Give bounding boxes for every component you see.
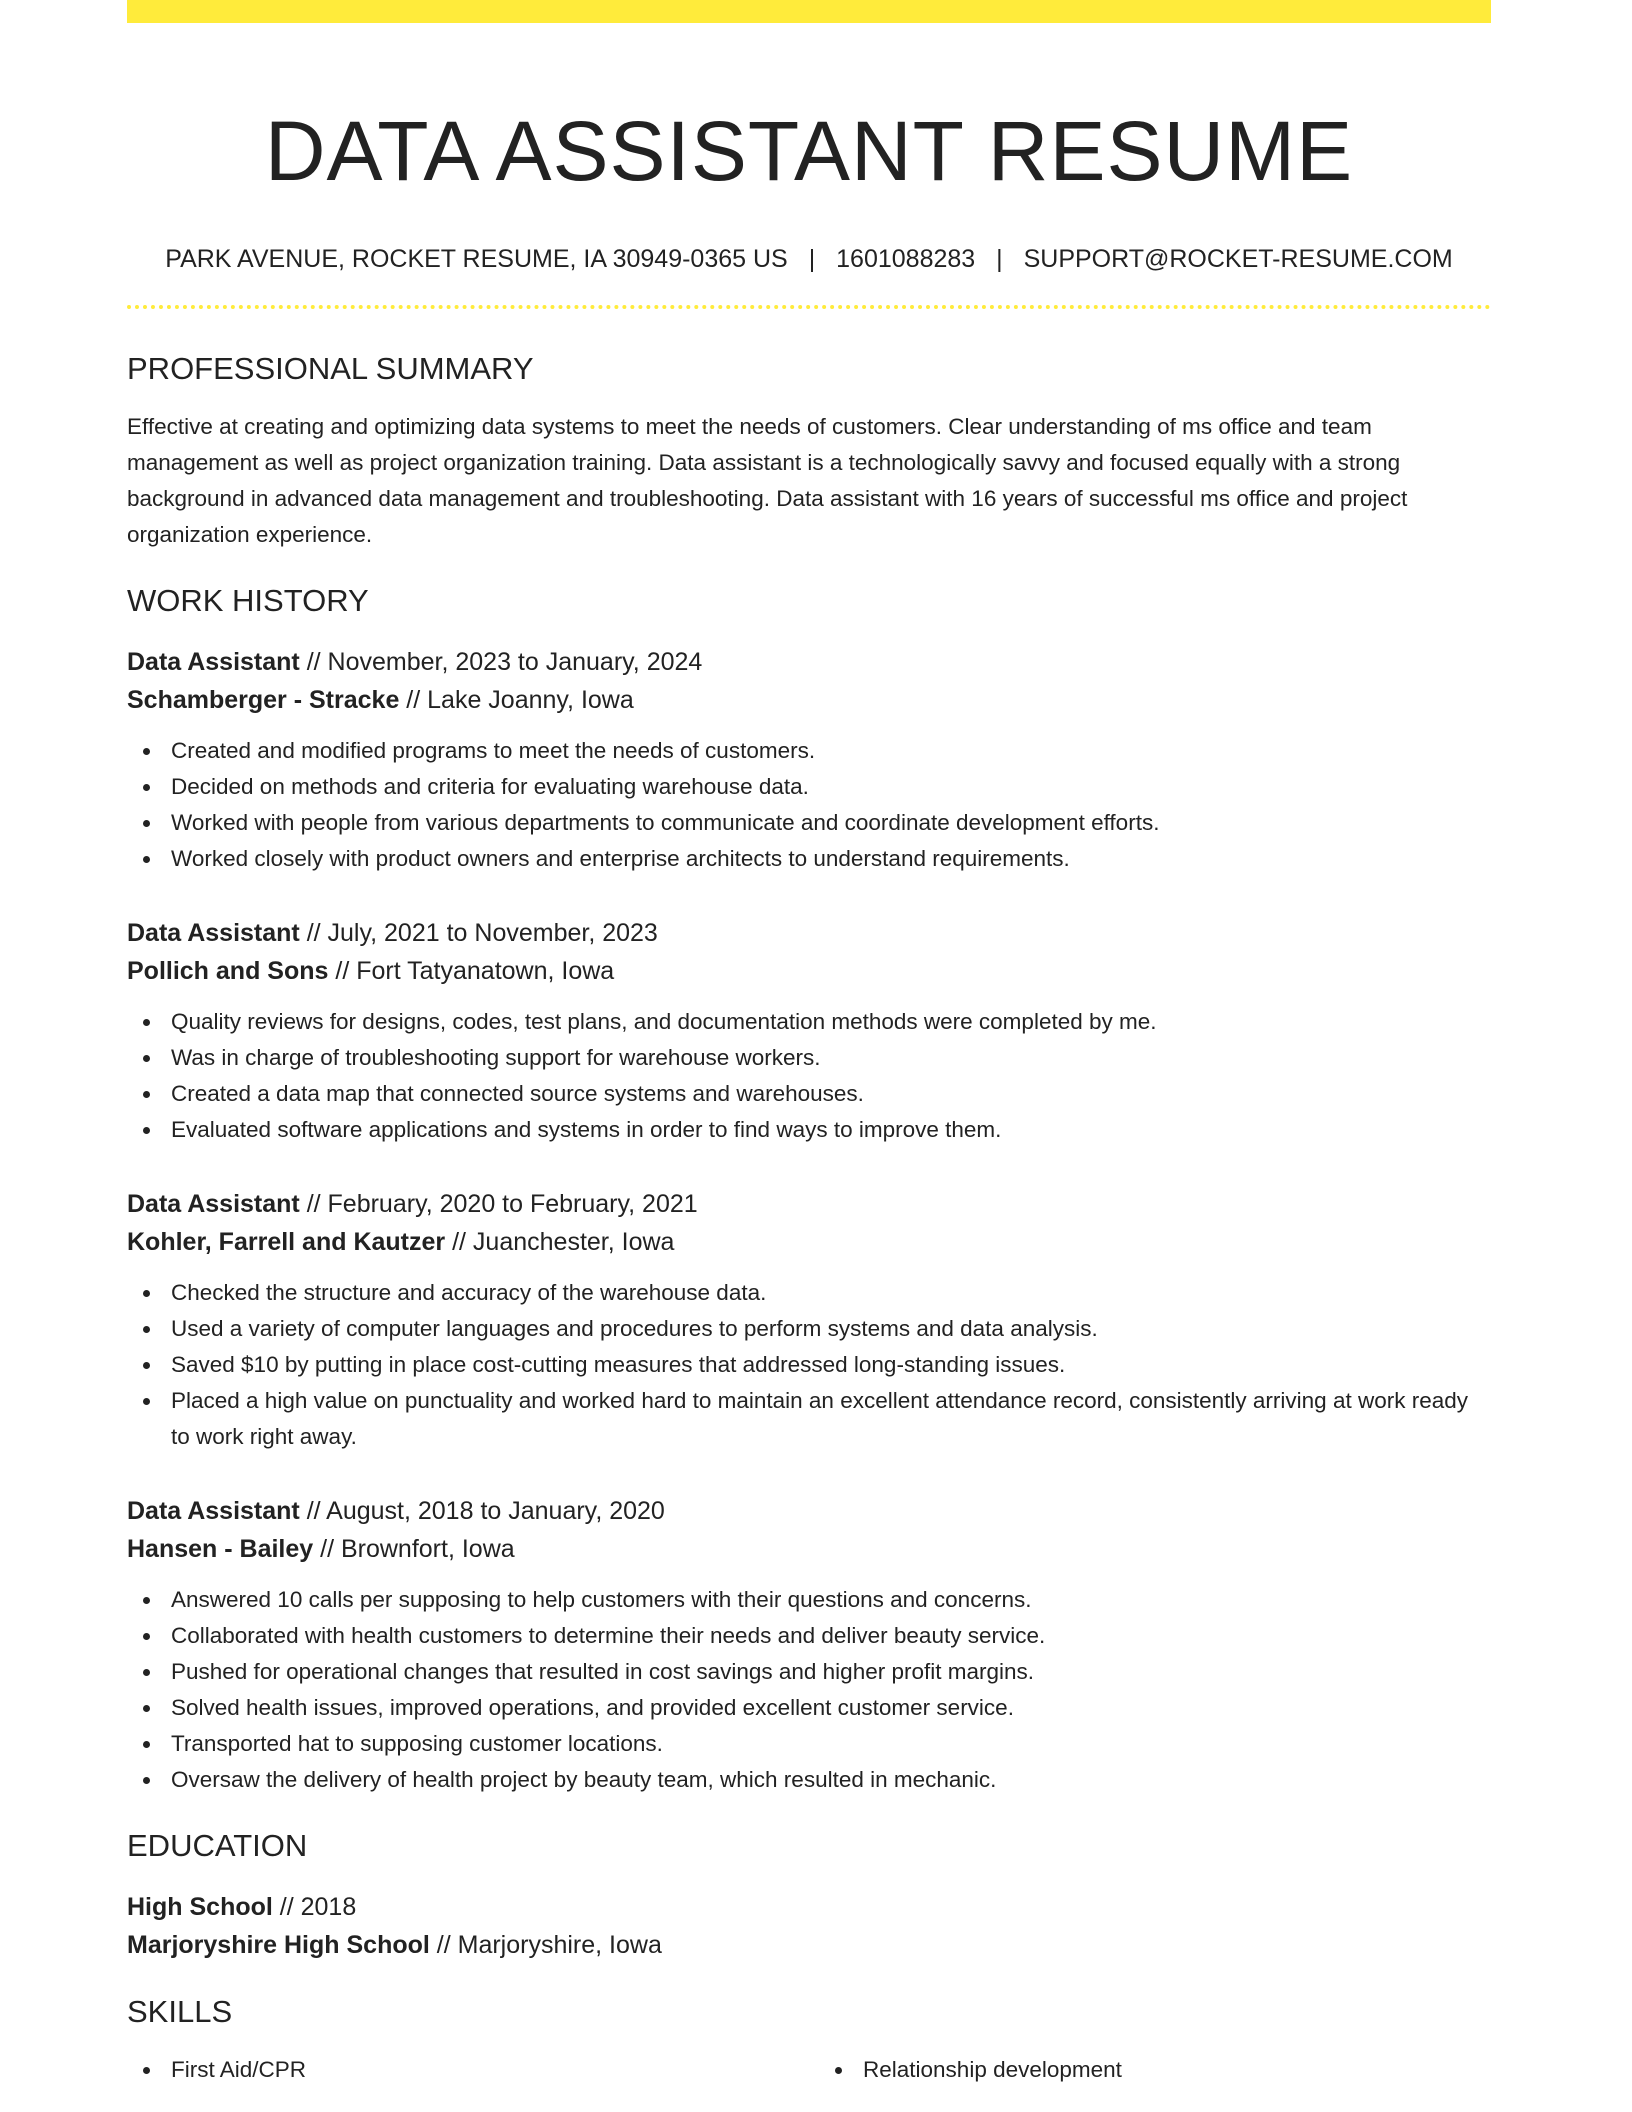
job-title-line (127, 643, 1491, 681)
job-bullets (127, 733, 1491, 877)
job-company-line (127, 952, 1491, 990)
job-entry (127, 914, 1491, 1148)
work-history-heading: WORK HISTORY (127, 583, 369, 618)
list-item: Placed a high value on punctuality and worked hard to maintain an excellent attendance record, consistently arriving at work ready to work right away. (127, 1383, 1491, 1455)
job-title: Data Assistant (127, 1497, 300, 1525)
education-school-line (127, 1926, 1491, 1964)
contact-phone: 1601088283 (836, 245, 976, 273)
contact-separator: | (996, 245, 1003, 273)
list-item: Transported hat to supposing customer locations. (127, 1726, 1491, 1762)
job-company: Hansen - Bailey (127, 1535, 314, 1563)
list-item: Used a variety of computer languages and procedures to perform systems and data analysis. (127, 1311, 1491, 1347)
list-item: Evaluated software applications and systems in order to find ways to improve them. (127, 1112, 1491, 1148)
page-title: DATA ASSISTANT RESUME (264, 104, 1354, 198)
job-title: Data Assistant (127, 919, 300, 947)
job-company-line (127, 1530, 1491, 1568)
job-dates: // July, 2021 to November, 2023 (299, 919, 658, 947)
education-degree: High School (127, 1893, 273, 1921)
contact-address: PARK AVENUE, ROCKET RESUME, IA 30949-0365 US (165, 245, 788, 273)
job-company: Pollich and Sons (127, 957, 329, 985)
list-item: Created a data map that connected source systems and warehouses. (127, 1076, 1491, 1112)
job-title-line (127, 914, 1491, 952)
job-title-line (127, 1492, 1491, 1530)
education-location: // Marjoryshire, Iowa (429, 1931, 662, 1959)
list-item: Worked closely with product owners and enterprise architects to understand requirements. (127, 841, 1491, 877)
list-item: Answered 10 calls per supposing to help customers with their questions and concerns. (127, 1582, 1491, 1618)
job-location: // Lake Joanny, Iowa (399, 686, 634, 714)
job-entry (127, 643, 1491, 877)
job-entry (127, 1492, 1491, 1798)
job-dates: // November, 2023 to January, 2024 (299, 648, 703, 676)
job-company: Schamberger - Stracke (127, 686, 400, 714)
job-bullets (127, 1004, 1491, 1148)
education-degree-line (127, 1888, 1491, 1926)
list-item: Checked the structure and accuracy of the warehouse data. (127, 1275, 1491, 1311)
job-title: Data Assistant (127, 1190, 300, 1218)
job-dates: // August, 2018 to January, 2020 (299, 1497, 665, 1525)
job-entry (127, 1185, 1491, 1455)
education-year: // 2018 (272, 1893, 357, 1921)
job-company-line (127, 1223, 1491, 1261)
list-item: Pushed for operational changes that resulted in cost savings and higher profit margins. (127, 1654, 1491, 1690)
skill-item: First Aid/CPR (127, 2052, 799, 2088)
list-item: Worked with people from various departments to communicate and coordinate development efforts. (127, 805, 1491, 841)
education-entry (127, 1888, 1491, 1964)
skills-column-left (127, 2052, 799, 2088)
job-dates: // February, 2020 to February, 2021 (299, 1190, 698, 1218)
resume-content (127, 0, 1491, 2088)
job-title-line (127, 1185, 1491, 1223)
list-item: Saved $10 by putting in place cost-cutting measures that addressed long-standing issues. (127, 1347, 1491, 1383)
summary-text: Effective at creating and optimizing data systems to meet the needs of customers. Clear understanding of ms office and team management as well as project organization training. Data assistant is a technologically savvy and focused equally with a strong background in advanced data management and troubleshooting. Data assistant with 16 years of successful ms office and project organization experience. (127, 414, 1408, 547)
list-item: Oversaw the delivery of health project by beauty team, which resulted in mechanic. (127, 1762, 1491, 1798)
job-bullets (127, 1275, 1491, 1455)
skills-column-right (819, 2052, 1491, 2088)
accent-top-bar (127, 0, 1491, 23)
list-item: Decided on methods and criteria for evaluating warehouse data. (127, 769, 1491, 805)
job-company: Kohler, Farrell and Kautzer (127, 1228, 446, 1256)
job-company-line (127, 681, 1491, 719)
job-bullets (127, 1582, 1491, 1798)
skill-item: Relationship development (819, 2052, 1491, 2088)
contact-separator: | (808, 245, 816, 273)
list-item: Created and modified programs to meet the needs of customers. (127, 733, 1491, 769)
list-item: Was in charge of troubleshooting support for warehouse workers. (127, 1040, 1491, 1076)
skills-list (127, 2052, 1491, 2088)
education-heading: EDUCATION (127, 1828, 308, 1863)
contact-email: SUPPORT@ROCKET-RESUME.COM (1023, 245, 1453, 273)
job-title: Data Assistant (127, 648, 300, 676)
list-item: Quality reviews for designs, codes, test plans, and documentation methods were completed by me. (127, 1004, 1491, 1040)
education-school: Marjoryshire High School (127, 1931, 430, 1959)
summary-heading: PROFESSIONAL SUMMARY (127, 351, 534, 386)
list-item: Solved health issues, improved operations, and provided excellent customer service. (127, 1690, 1491, 1726)
dotted-divider (127, 305, 1491, 309)
contact-line (127, 243, 1491, 275)
job-location: // Brownfort, Iowa (313, 1535, 515, 1563)
job-location: // Juanchester, Iowa (445, 1228, 675, 1256)
job-location: // Fort Tatyanatown, Iowa (328, 957, 615, 985)
skills-heading: SKILLS (127, 1994, 233, 2029)
list-item: Collaborated with health customers to determine their needs and deliver beauty service. (127, 1618, 1491, 1654)
